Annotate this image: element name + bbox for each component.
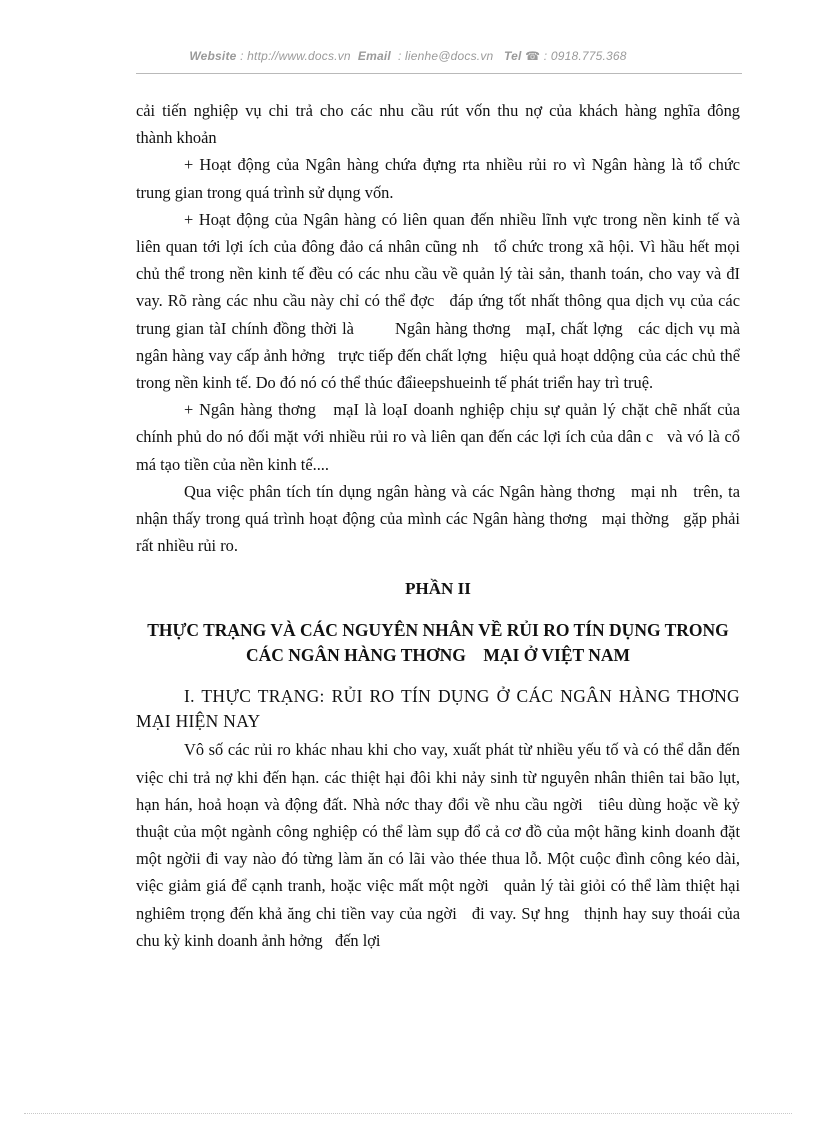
document-body (136, 97, 773, 954)
page-header (0, 49, 816, 63)
paragraph-3: + Hoạt động của Ngân hàng có liên quan đến nhiều lĩnh vực trong nền kinh tế và liên quan tới lợi ích của đông đảo cá nhân cũng nh tổ chức trong xã hội. Vì hầu hết mọi chủ thể trong nền kinh tế đều có các nhu cầu về quản lý tài sản, thanh toán, cho vay và đI vay. Rõ ràng các nhu cầu này chỉ có thể đợc đáp ứng tốt nhất thông qua dịch vụ của các trung gian tàI chính đồng thời là Ngân hàng thơng mạI, chất lợng các dịch vụ mà ngân hàng vay cấp ảnh hởng trực tiếp đến chất lợng hiệu quả hoạt ddộng của các chủ thể trong nền kinh tế. Do đó nó có thể thúc đẩieepshueinh tế phát triển hay trì truệ. (136, 209, 745, 393)
email-value: : lienhe@docs.vn (397, 49, 494, 63)
part-title: PHẦN II (405, 579, 471, 599)
header-divider (136, 73, 742, 74)
paragraph-6: Vô số các rủi ro khác nhau khi cho vay, xuất phát từ nhiều yếu tố và có thể dẫn đến việc chi trả nợ khi đến hạn. các thiệt hại đôi khi nảy sinh từ nguyên nhân thiên tai bão lụt, hạn hán, hoả hoạn và động đất. Nhà nớc thay đổi về nhu cầu ngời tiêu dùng hoặc về kỷ thuật của một ngành công nghiệp có thể làm sụp đổ cả cơ đồ của một hãng kinh doanh đặt một ngờii đi vay nào đó từng làm ăn có lãi vào thée thua lỗ. Một cuộc đình công kéo dài, việc giảm giá để cạnh tranh, hoặc việc mất một ngời quản lý tài giỏi có thể làm thiệt hại nghiêm trọng đến khả ăng chi tiền vay của ngời đi vay. Sự hng thịnh hay suy thoái của chu kỳ kinh doanh ảnh hởng đến lợi (136, 740, 745, 950)
chapter-title: THỰC TRẠNG VÀ CÁC NGUYÊN NHÂN VỀ RỦI RO TÍN DỤNG TRONG CÁC NGÂN HÀNG THƠNG MẠI Ở VIỆT NAM (147, 620, 734, 666)
paragraph-1: cải tiến nghiệp vụ chi trả cho các nhu cầu rút vốn thu nợ của khách hàng nghĩa đông thành khoản (136, 101, 773, 148)
paragraph-4: + Ngân hàng thơng mạI là loạI doanh nghiệp chịu sự quản lý chặt chẽ nhất của chính phủ do nó đối mặt với nhiều rủi ro và liên qan đến các lợi ích của dân c và vó là cổ má tạo tiền của nền kinh tế.... (136, 400, 745, 474)
tel-value: ☎ : 0918.775.368 (525, 49, 627, 63)
section-title: I. THỰC TRẠNG: RỦI RO TÍN DỤNG Ở CÁC NGÂN HÀNG THƠNG MẠI HIỆN NAY (136, 686, 755, 732)
paragraph-2: + Hoạt động của Ngân hàng chứa đựng rta nhiều rủi ro vì Ngân hàng là tổ chức trung gian trong quá trình sử dụng vốn. (136, 155, 745, 202)
tel-label: Tel (504, 49, 522, 63)
paragraph-5: Qua việc phân tích tín dụng ngân hàng và các Ngân hàng thơng mại nh trên, ta nhận thấy trong quá trình hoạt động của mình các Ngân hàng thơng mại thờng gặp phải rất nhiều rủi ro. (136, 481, 745, 556)
website-label: Website (189, 49, 237, 63)
footer-divider (24, 1113, 792, 1114)
website-value: : http://www.docs.vn (240, 49, 351, 63)
email-label: Email (357, 49, 391, 63)
